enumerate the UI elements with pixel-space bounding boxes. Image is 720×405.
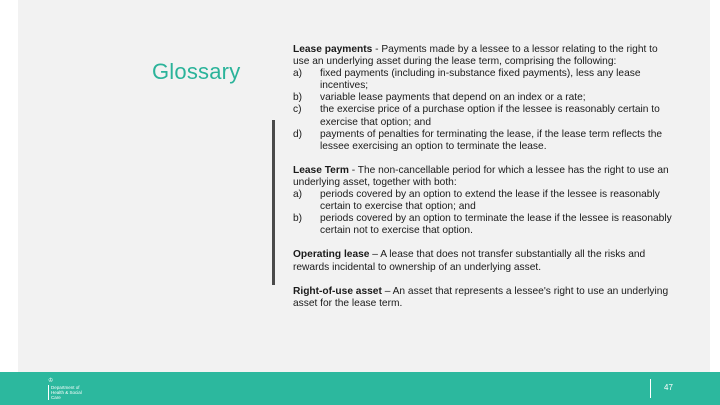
list-item-text: the exercise price of a purchase option if the lessee is reasonably certain to exercise that option; and [320,104,660,128]
list-marker: b) [293,213,303,225]
logo-text: Department of Health & Social Care [48,385,84,400]
list-marker: a) [293,68,303,80]
list-item-text: periods covered by an option to terminate the lease if the lessee is reasonably certain not to exercise that option. [320,213,672,237]
glossary-content [293,44,673,310]
glossary-entry-operating-lease [293,249,673,273]
list-item [293,213,673,237]
list-item [293,92,673,104]
glossary-term: Operating lease [293,249,370,261]
list-marker: c) [293,104,302,116]
glossary-term: Lease Term [293,164,349,176]
list-item-text: payments of penalties for terminating the lease, if the lease term reflects the lessee exercising an option to terminate the lease. [320,128,663,152]
footer-bar [0,372,720,405]
glossary-item-list [293,68,673,153]
glossary-definition: – A lease that does not transfer substantially all the risks and rewards incidental to ownership of an underlying asset. [293,249,646,273]
crest-icon: ♔ [48,378,54,384]
list-item-text: periods covered by an option to extend the lease if the lessee is reasonably certain to exercise that option; and [320,189,660,213]
vertical-divider [272,120,275,285]
list-item [293,68,673,92]
list-item [293,104,673,128]
glossary-term: Lease payments [293,44,373,55]
glossary-term: Right-of-use asset [293,285,382,297]
glossary-item-list [293,189,673,237]
glossary-definition: - Payments made by a lessee to a lessor relating to the right to use an underlying asset during the lease term, comprising the following: [293,44,658,68]
glossary-definition: – An asset that represents a lessee's right to use an underlying asset for the lease term. [293,285,669,309]
glossary-entry-right-of-use-asset [293,286,673,310]
list-item [293,129,673,153]
list-marker: a) [293,189,303,201]
list-item-text: fixed payments (including in-substance fixed payments), less any lease incentives; [320,68,641,92]
list-item [293,189,673,213]
list-marker: d) [293,128,303,140]
list-item-text: variable lease payments that depend on an index or a rate; [320,92,586,104]
glossary-entry-lease-payments [293,44,673,153]
page-title: Glossary [152,59,241,84]
department-logo [48,378,84,402]
glossary-entry-lease-term [293,165,673,238]
footer-divider [650,379,651,398]
page-number: 47 [664,383,673,392]
glossary-definition: - The non-cancellable period for which a lessee has the right to use an underlying asset, together with both: [293,164,669,188]
list-marker: b) [293,92,303,104]
